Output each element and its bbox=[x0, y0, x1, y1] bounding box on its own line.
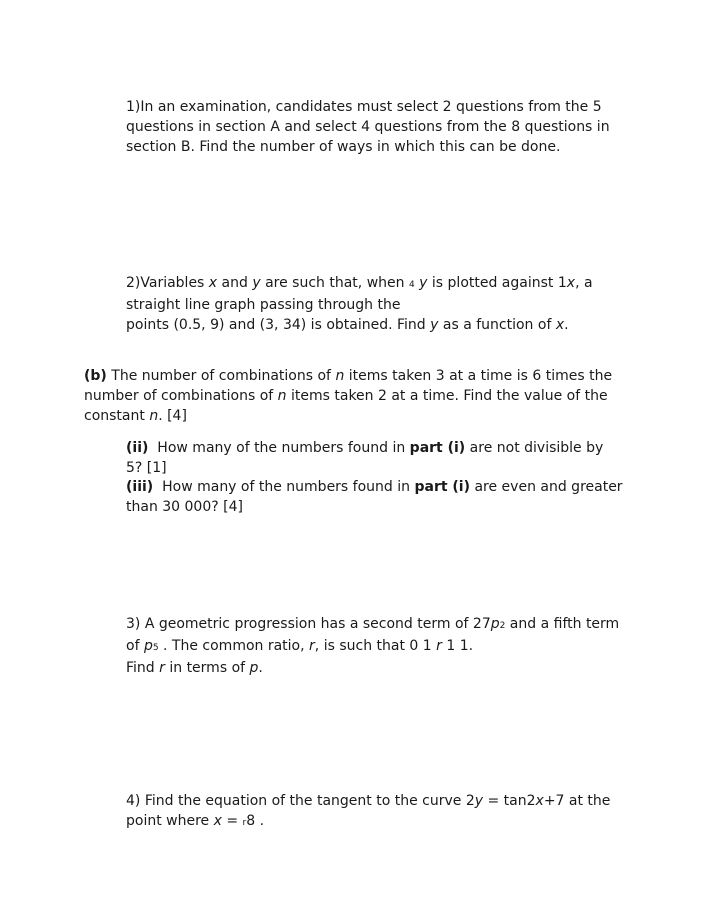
question-2 bbox=[126, 273, 626, 335]
question-3 bbox=[126, 614, 626, 678]
question-1-line-2: questions in section A and select 4 questions from the 8 questions in bbox=[126, 119, 610, 135]
question-b-line-3: constant n. [4] bbox=[84, 408, 187, 424]
question-b-line-2: number of combinations of n items taken 2 at a time. Find the value of the bbox=[84, 388, 608, 404]
question-3-line-1: 3) A geometric progression has a second term of 27p2 and a fifth term bbox=[126, 616, 620, 632]
question-ii-label: (ii) bbox=[126, 440, 149, 456]
question-ii bbox=[126, 438, 626, 478]
question-2-line-1: 2)Variables x and y are such that, when 4 y is plotted against 1x, a bbox=[126, 275, 593, 291]
question-iii-line-2: than 30 000? [4] bbox=[126, 499, 243, 515]
question-2-line-3: points (0.5, 9) and (3, 34) is obtained. Find y as a function of x. bbox=[126, 317, 569, 333]
question-4-line-2: point where x = r8 . bbox=[126, 813, 265, 829]
question-iii bbox=[126, 477, 626, 517]
question-b-line-1: (b) The number of combinations of n items taken 3 at a time is 6 times the bbox=[84, 368, 613, 384]
question-iii-label: (iii) bbox=[126, 479, 154, 495]
question-4-line-1: 4) Find the equation of the tangent to the curve 2y = tan2x+7 at the bbox=[126, 793, 611, 809]
question-b-label: (b) bbox=[84, 368, 107, 384]
question-1-line-1: 1)In an examination, candidates must select 2 questions from the 5 bbox=[126, 99, 602, 115]
question-ii-line-2: 5? [1] bbox=[126, 460, 167, 476]
question-b bbox=[84, 366, 634, 426]
question-iii-line-1: (iii) How many of the numbers found in part (i) are even and greater bbox=[126, 479, 623, 495]
question-1-line-3: section B. Find the number of ways in which this can be done. bbox=[126, 139, 561, 155]
question-3-line-2: of p5 . The common ratio, r, is such that 0 1 r 1 1. bbox=[126, 638, 474, 654]
question-3-line-3: Find r in terms of p. bbox=[126, 660, 263, 676]
question-1 bbox=[126, 97, 626, 157]
question-4 bbox=[126, 791, 626, 833]
question-ii-line-1: (ii) How many of the numbers found in part (i) are not divisible by bbox=[126, 440, 604, 456]
question-2-line-2: straight line graph passing through the bbox=[126, 297, 401, 313]
